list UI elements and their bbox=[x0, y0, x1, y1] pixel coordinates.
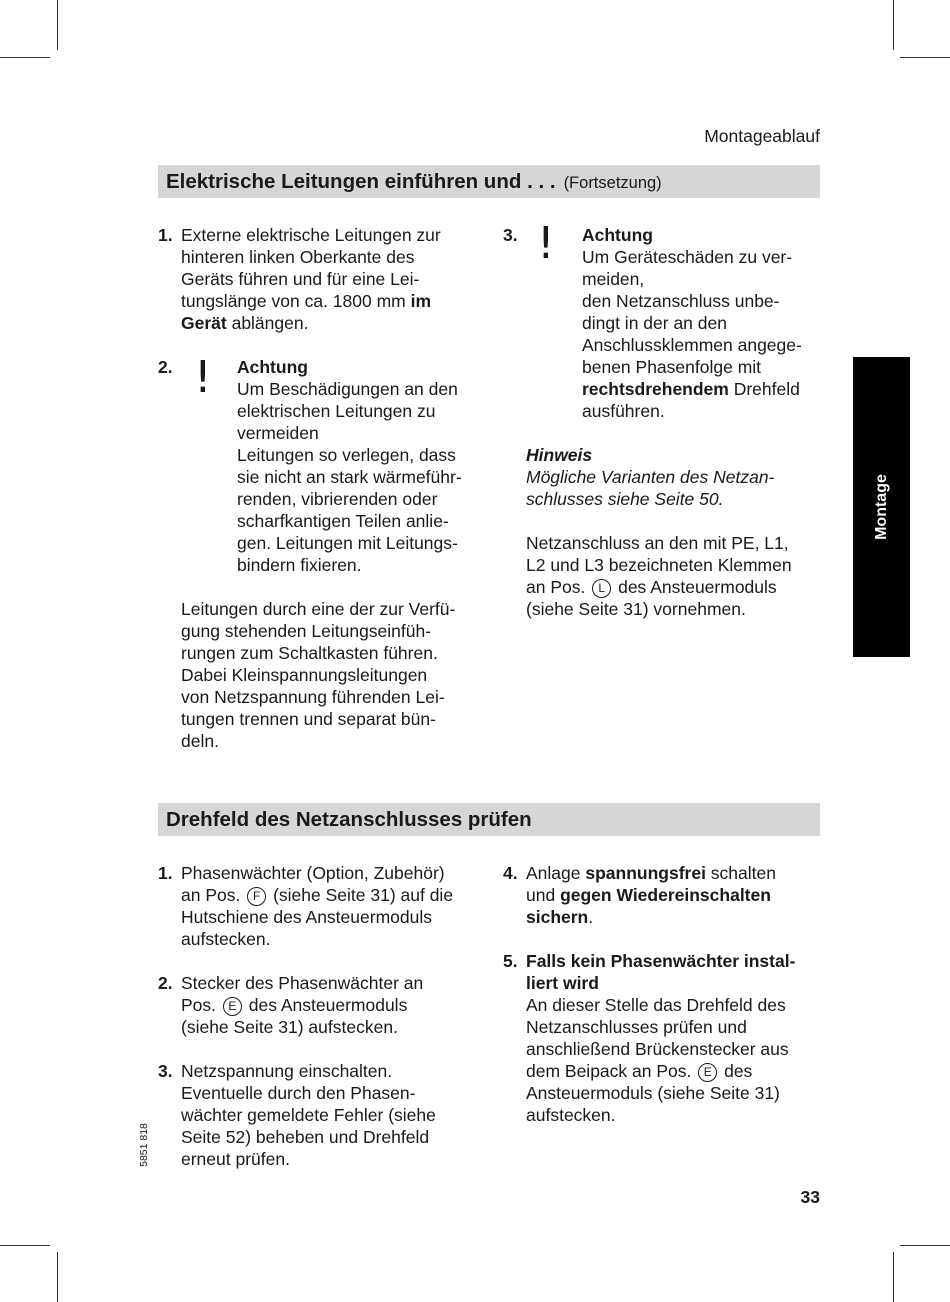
step-text bbox=[181, 224, 481, 334]
step-number: 4. bbox=[503, 863, 518, 883]
position-marker: F bbox=[247, 887, 266, 906]
step-text bbox=[181, 862, 481, 950]
hint bbox=[526, 444, 826, 510]
warning-icon: ! bbox=[537, 218, 555, 269]
text: Externe elektrische Leitungen zur hinteren linken Oberkante des Geräts führen und für eine Lei- tungslänge von ca. 1800 mm bbox=[181, 225, 441, 311]
step-number: 1. bbox=[158, 863, 173, 883]
chapter-tab bbox=[853, 357, 910, 657]
step-number: 3. bbox=[503, 225, 518, 245]
text: Phasenwächter (Option, Zubehör) an Pos. bbox=[181, 863, 445, 905]
connection-text bbox=[526, 532, 826, 620]
position-marker: L bbox=[592, 579, 611, 598]
bold-text: im Gerät bbox=[181, 291, 432, 333]
warning-box bbox=[237, 356, 482, 576]
step-number: 3. bbox=[158, 1061, 173, 1081]
text: . bbox=[588, 907, 594, 927]
crop-mark bbox=[57, 1252, 58, 1302]
text: Um Geräteschäden zu ver- meiden, den Netzanschluss unbe- dingt in der an den Anschlussklemmen angege- benen Phasenfolge mit bbox=[582, 247, 802, 377]
text: Stecker des Phasenwächter an Pos. bbox=[181, 973, 424, 1015]
position-marker: E bbox=[223, 997, 242, 1016]
crop-mark bbox=[0, 1245, 50, 1246]
step-number: 1. bbox=[158, 225, 173, 245]
step-number: 5. bbox=[503, 951, 518, 971]
step-text bbox=[526, 950, 826, 1126]
text: (siehe Seite 31) auf die Hutschiene des Ansteuermoduls aufstecken. bbox=[181, 885, 454, 949]
step-text: Leitungen durch eine der zur Verfü- gung stehenden Leitungseinfüh- rungen zum Schaltkasten führen. Dabei Kleinspannungsleitungen von Netzspannung führenden Lei- tungen trennen und separat bün- deln. bbox=[181, 599, 456, 751]
hint-text: Mögliche Varianten des Netzan- schlusses siehe Seite 50. bbox=[526, 467, 775, 509]
text: Drehfeld ausführen. bbox=[582, 379, 800, 421]
section-title: Drehfeld des Netzanschlusses prüfen bbox=[166, 808, 532, 831]
step-heading: Falls kein Phasenwächter instal- liert wird bbox=[526, 951, 796, 993]
crop-mark bbox=[900, 57, 950, 58]
section-heading-bar bbox=[158, 165, 820, 198]
position-marker: E bbox=[698, 1063, 717, 1082]
bold-text: rechtsdrehendem bbox=[582, 379, 729, 399]
text: An dieser Stelle das Drehfeld des Netzanschlusses prüfen und anschließend Brückenstecker aus dem Beipack an Pos. bbox=[526, 995, 789, 1081]
text: Anlage bbox=[526, 863, 586, 883]
warning-heading: Achtung bbox=[582, 225, 653, 245]
step-text bbox=[181, 972, 481, 1038]
document-code: 5851 818 bbox=[138, 1123, 150, 1167]
chapter-tab-label: Montage bbox=[872, 474, 890, 540]
text: des Ansteuermoduls (siehe Seite 31) aufstecken. bbox=[526, 1061, 780, 1125]
section-title bbox=[166, 170, 662, 195]
crop-mark bbox=[0, 57, 50, 58]
text: schalten und bbox=[526, 863, 776, 905]
crop-mark bbox=[893, 1252, 894, 1302]
warning-heading: Achtung bbox=[237, 357, 308, 377]
warning-text bbox=[582, 246, 827, 422]
section-title-text: Elektrische Leitungen einführen und . . . bbox=[166, 170, 556, 193]
crop-mark bbox=[893, 0, 894, 50]
crop-mark bbox=[57, 0, 58, 50]
warning-icon: ! bbox=[194, 352, 212, 403]
step-number: 2. bbox=[158, 357, 173, 377]
warning-text: Um Beschädigungen an den elektrischen Leitungen zu vermeiden Leitungen so verlegen, dass sie nicht an stark wärmeführ- renden, vibrierenden oder scharfkantigen Teilen anlie- gen. Leitungen mit Leitungs- bindern fixieren. bbox=[237, 379, 462, 575]
step-text bbox=[526, 862, 826, 928]
text: Netzanschluss an den mit PE, L1, L2 und L3 bezeichneten Klemmen an Pos. bbox=[526, 533, 792, 597]
step-number: 2. bbox=[158, 973, 173, 993]
text: ablängen. bbox=[226, 313, 309, 333]
section-subtitle: (Fortsetzung) bbox=[563, 174, 662, 192]
text: des Ansteuermoduls (siehe Seite 31) aufstecken. bbox=[181, 995, 408, 1037]
running-head: Montageablauf bbox=[704, 126, 820, 146]
section-heading-bar bbox=[158, 803, 820, 836]
text: des Ansteuermoduls (siehe Seite 31) vornehmen. bbox=[526, 577, 777, 619]
bold-text: gegen Wiedereinschalten sichern bbox=[526, 885, 771, 927]
hint-heading: Hinweis bbox=[526, 445, 593, 465]
bold-text: spannungsfrei bbox=[585, 863, 706, 883]
crop-mark bbox=[900, 1245, 950, 1246]
connection-note bbox=[526, 532, 826, 620]
warning-box bbox=[582, 224, 827, 422]
page-number: 33 bbox=[800, 1187, 820, 1207]
step-text: Netzspannung einschalten. Eventuelle durch den Phasen- wächter gemeldete Fehler (siehe Seite 52) beheben und Drehfeld erneut prüfen. bbox=[181, 1061, 436, 1169]
